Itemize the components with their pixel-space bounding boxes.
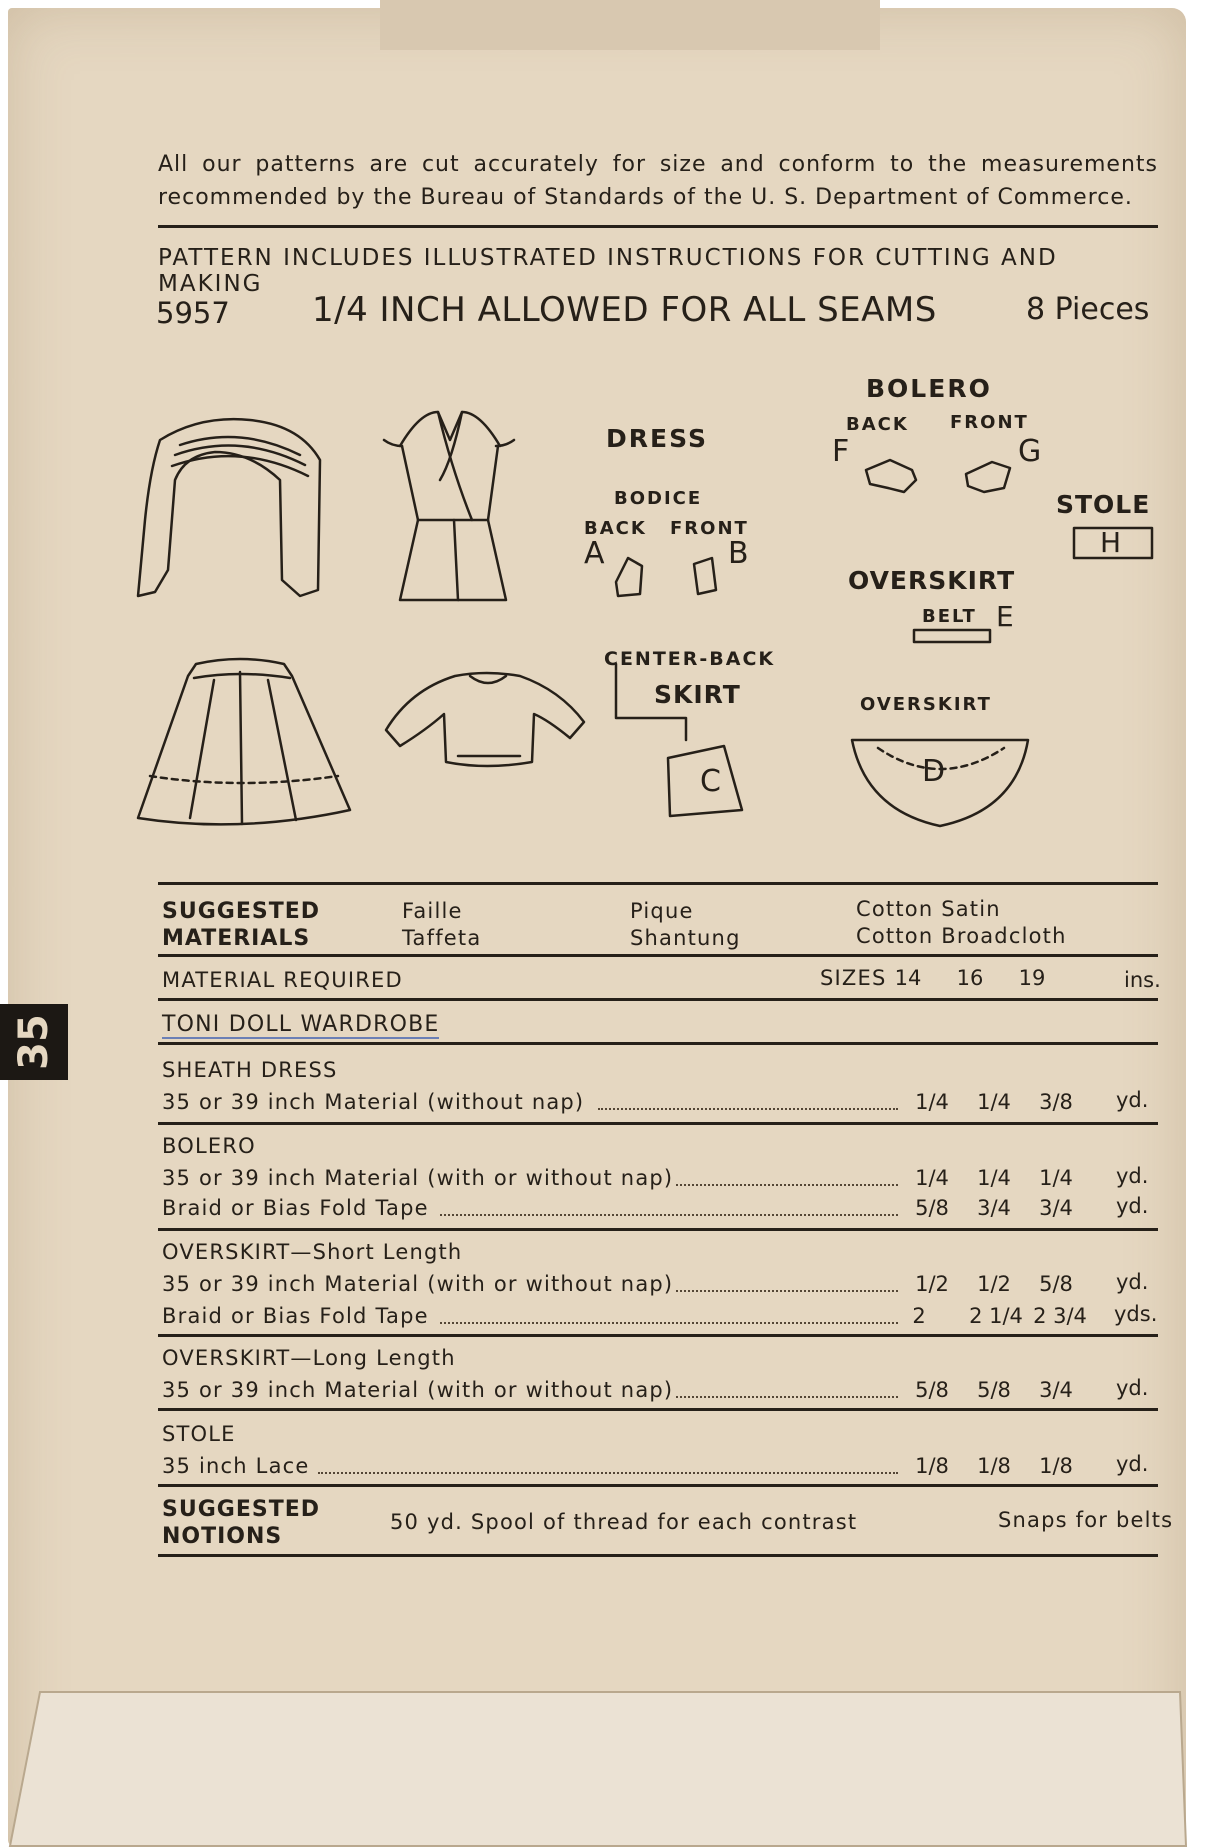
piece-e-letter: E [996, 600, 1014, 633]
qty-unit: yd. [1116, 1088, 1149, 1112]
qty-size-16: 3/4 [977, 1196, 1011, 1220]
requirement-item: 35 or 39 inch Material (with or without nap) [162, 1272, 674, 1296]
center-back-label: CENTER-BACK [604, 648, 776, 670]
divider [158, 1334, 1158, 1337]
material-required-label: MATERIAL REQUIRED [162, 968, 403, 992]
piece-a-letter: A [584, 536, 605, 571]
size-14: 14 [894, 966, 922, 990]
size-19: 19 [1018, 966, 1046, 990]
divider [158, 1042, 1158, 1045]
notions-thread: 50 yd. Spool of thread for each contrast [390, 1510, 858, 1534]
material-item: Cotton Broadcloth [856, 924, 1067, 948]
piece-f-shape [866, 460, 916, 492]
leader-dots [676, 1184, 898, 1186]
qty-size-19: 3/4 [1039, 1196, 1073, 1220]
piece-b-shape [694, 558, 716, 594]
stole-illustration [138, 419, 320, 596]
dress-label: DRESS [606, 424, 708, 453]
qty-size-14: 5/8 [915, 1196, 949, 1220]
section-heading: OVERSKIRT—Long Length [162, 1346, 456, 1370]
material-item: Shantung [630, 926, 741, 950]
divider [158, 954, 1158, 957]
piece-a-shape [616, 558, 642, 596]
bodice-front-label: FRONT [670, 518, 749, 539]
leader-dots [676, 1290, 898, 1292]
divider [158, 1484, 1158, 1487]
leader-dots [598, 1108, 898, 1110]
qty-size-14: 1/2 [915, 1272, 949, 1296]
divider [158, 1408, 1158, 1411]
section-heading: SHEATH DRESS [162, 1058, 338, 1082]
qty-size-19: 1/4 [1039, 1166, 1073, 1190]
bodice-back-label: BACK [584, 518, 647, 539]
piece-g-letter: G [1018, 434, 1042, 469]
requirement-item: 35 or 39 inch Material (with or without nap) [162, 1166, 674, 1190]
qty-unit: yd. [1116, 1194, 1149, 1218]
sheath-dress-illustration [384, 412, 514, 600]
size-tab-number: 35 [10, 1014, 57, 1070]
bolero-label: BOLERO [866, 374, 992, 403]
piece-h-letter: H [1100, 526, 1122, 559]
requirement-item: Braid or Bias Fold Tape [162, 1196, 429, 1220]
stole-label: STOLE [1056, 490, 1151, 519]
bolero-front-label: FRONT [950, 412, 1029, 433]
qty-size-16: 1/2 [977, 1272, 1011, 1296]
suggested-notions-label [162, 1496, 320, 1550]
material-item: Pique [630, 899, 694, 923]
bolero-back-label: BACK [846, 414, 909, 435]
piece-d-letter: D [922, 754, 946, 789]
overskirt-label: OVERSKIRT [848, 566, 1016, 595]
leader-dots [676, 1396, 898, 1398]
section-heading: OVERSKIRT—Short Length [162, 1240, 463, 1264]
qty-size-19: 5/8 [1039, 1272, 1073, 1296]
leader-dots [318, 1472, 898, 1474]
piece-count: 8 Pieces [1026, 292, 1150, 327]
suggested-materials-line2: MATERIALS [162, 926, 311, 951]
belt-label: BELT [922, 606, 977, 627]
suggested-notions-line1: SUGGESTED [162, 1497, 320, 1522]
requirement-item: 35 or 39 inch Material (with or without nap) [162, 1378, 674, 1402]
qty-size-14: 2 [912, 1304, 926, 1328]
size-16: 16 [956, 966, 984, 990]
piece-c-letter: C [700, 764, 721, 799]
qty-size-14: 5/8 [915, 1378, 949, 1402]
qty-size-19: 1/8 [1039, 1454, 1073, 1478]
piece-g-shape [966, 462, 1010, 492]
qty-size-19: 3/4 [1039, 1378, 1073, 1402]
piece-f-letter: F [832, 434, 850, 469]
divider [158, 1122, 1158, 1125]
includes-text: PATTERN INCLUDES ILLUSTRATED INSTRUCTIONS FOR CUTTING AND MAKING [158, 245, 1058, 297]
materials-col3 [856, 896, 1067, 950]
qty-size-16: 1/8 [977, 1454, 1011, 1478]
suggested-notions-line2: NOTIONS [162, 1524, 283, 1549]
pattern-number: 5957 [156, 296, 230, 330]
divider [158, 1554, 1158, 1557]
overskirt-piece-label: OVERSKIRT [860, 694, 992, 715]
qty-unit: yd. [1116, 1164, 1149, 1188]
skirt-label: SKIRT [654, 680, 741, 709]
material-item: Cotton Satin [856, 897, 1001, 921]
qty-size-14: 1/8 [915, 1454, 949, 1478]
material-item: Taffeta [402, 926, 482, 950]
piece-e-shape [914, 630, 990, 642]
intro-text: All our patterns are cut accurately for size and conform to the measurements recommended by the Bureau of Standards of the U. S. Department of Commerce. [158, 152, 1158, 210]
suggested-materials-line1: SUGGESTED [162, 899, 320, 924]
bodice-label: BODICE [614, 488, 703, 509]
materials-col2 [630, 898, 741, 952]
qty-size-14: 1/4 [915, 1090, 949, 1114]
divider [158, 882, 1158, 885]
qty-size-16: 1/4 [977, 1166, 1011, 1190]
wardrobe-title-text: TONI DOLL WARDROBE [162, 1012, 440, 1037]
qty-unit: yd. [1116, 1452, 1149, 1476]
bolero-illustration [386, 673, 584, 766]
requirement-item: Braid or Bias Fold Tape [162, 1304, 429, 1328]
leader-dots [440, 1214, 898, 1216]
qty-size-16: 2 1/4 [969, 1304, 1023, 1328]
qty-unit: yd. [1116, 1270, 1149, 1294]
leader-dots [440, 1322, 898, 1324]
qty-size-16: 5/8 [977, 1378, 1011, 1402]
materials-col1 [402, 898, 481, 952]
skirt-illustration [138, 659, 350, 824]
requirement-item: 35 inch Lace [162, 1454, 310, 1478]
qty-size-14: 1/4 [915, 1166, 949, 1190]
qty-unit: yd. [1116, 1376, 1149, 1400]
seam-allowance: 1/4 INCH ALLOWED FOR ALL SEAMS [312, 290, 937, 330]
requirement-item: 35 or 39 inch Material (without nap) [162, 1090, 585, 1114]
material-item: Faille [402, 899, 463, 923]
wardrobe-title [162, 1012, 439, 1037]
sizes-label: SIZES [820, 966, 887, 990]
section-heading: STOLE [162, 1422, 236, 1446]
units-label: ins. [1124, 968, 1161, 992]
divider [158, 1228, 1158, 1231]
piece-b-letter: B [728, 536, 749, 571]
qty-unit: yds. [1114, 1302, 1158, 1326]
divider [158, 998, 1158, 1001]
size-tab [0, 1004, 68, 1080]
notions-snaps: Snaps for belts [998, 1508, 1174, 1532]
qty-size-16: 1/4 [977, 1090, 1011, 1114]
qty-size-19: 2 3/4 [1033, 1304, 1087, 1328]
section-heading: BOLERO [162, 1134, 256, 1158]
qty-size-19: 3/8 [1039, 1090, 1073, 1114]
suggested-materials-label [162, 898, 320, 952]
